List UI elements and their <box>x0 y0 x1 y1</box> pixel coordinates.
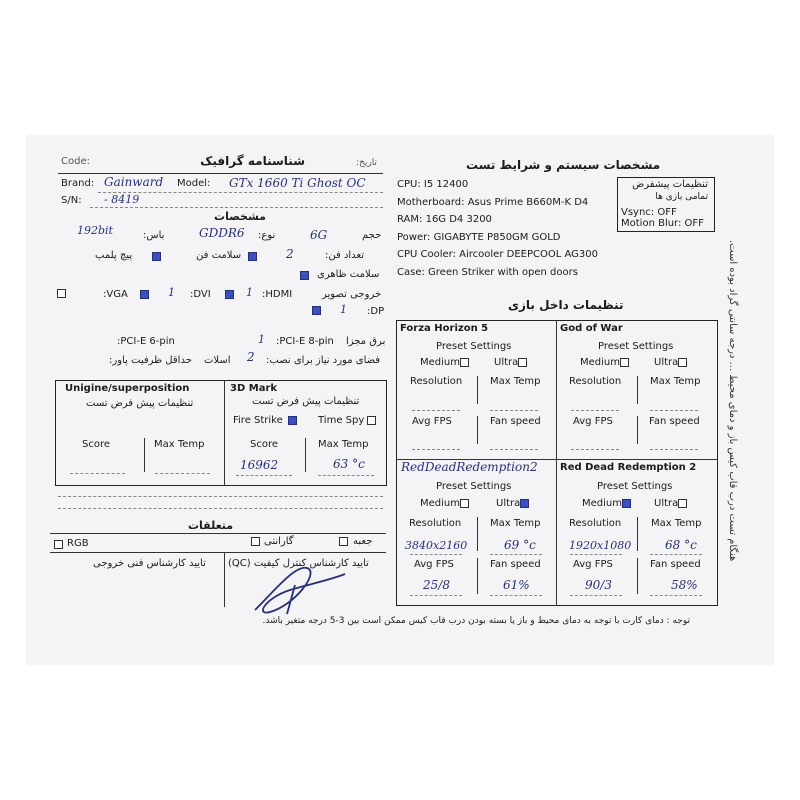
game-divider <box>477 376 478 404</box>
game-value-line <box>570 554 622 555</box>
preset-title: تنظیمات پیشفرض <box>632 179 708 190</box>
psu-spec-value: GIGABYTE P850GM GOLD <box>433 232 561 243</box>
unigine-title: Unigine/superposition <box>65 383 190 394</box>
game-value-line <box>650 410 698 411</box>
benchmark-divider <box>224 380 225 485</box>
preset-sub: تمامی بازی ها <box>655 192 708 202</box>
game-value-line <box>571 449 619 450</box>
game-medium-label: Medium <box>420 357 460 368</box>
motion-blur-setting: Motion Blur: OFF <box>621 218 704 229</box>
game-medium-label: Medium <box>420 498 460 509</box>
game-ultra-checkbox[interactable] <box>518 358 527 367</box>
sn-line <box>90 207 383 208</box>
unigine-maxtemp-label: Max Temp <box>154 439 205 450</box>
firestrike-label: Fire Strike <box>233 415 283 426</box>
cpu-spec: CPU: I5 12400 <box>397 179 469 190</box>
brand-line <box>98 192 383 193</box>
mark-preset: تنظیمات پیش فرض تست <box>252 396 360 407</box>
ram-label: RAM: <box>397 214 423 225</box>
game-maxtemp-label: Max Temp <box>490 518 541 529</box>
unigine-score-line <box>70 473 125 474</box>
game-value-line <box>490 554 542 555</box>
spacer-line-2 <box>58 508 383 509</box>
qc-signature <box>235 560 355 616</box>
game-value-line <box>410 554 462 555</box>
volume-value: 6G <box>310 228 328 242</box>
games-grid-vdivider <box>556 320 557 605</box>
game-value-line <box>490 410 538 411</box>
accessories-rule <box>50 533 386 534</box>
brand-value: Gainward <box>104 175 164 189</box>
screw-checkbox[interactable] <box>152 252 161 261</box>
mark-score-value: 16962 <box>240 458 279 472</box>
game-divider <box>637 558 638 594</box>
game-ultra-checkbox[interactable] <box>520 499 529 508</box>
brand-label: Brand: <box>61 178 95 189</box>
game-value-line <box>490 449 538 450</box>
rgb-label: RGB <box>67 538 89 549</box>
dvi-value: 1 <box>168 286 175 299</box>
game-avgfps-value: 25/8 <box>423 578 450 592</box>
mark-score-line <box>236 475 292 476</box>
game-maxtemp-label: Max Temp <box>650 376 701 387</box>
fan-health-label: سلامت فن <box>196 250 242 261</box>
dp-checkbox[interactable] <box>312 306 321 315</box>
cooler-value: Aircooler DEEPCOOL AG300 <box>459 249 598 260</box>
game-resolution-value: 1920x1080 <box>569 539 632 552</box>
slot-value: 2 <box>247 350 255 364</box>
unigine-score-divider <box>144 438 145 472</box>
mark-maxtemp-label: Max Temp <box>318 439 369 450</box>
game-maxtemp-label: Max Temp <box>651 518 702 529</box>
game-medium-label: Medium <box>582 498 622 509</box>
type-label: نوع: <box>258 230 276 241</box>
game-ultra-label: Ultra <box>654 357 679 368</box>
bus-label: باس: <box>143 230 165 241</box>
code-label: Code: <box>61 156 90 167</box>
game-medium-checkbox[interactable] <box>460 499 469 508</box>
case-value: Green Striker with open doors <box>428 267 578 278</box>
mark-score-label: Score <box>250 439 279 450</box>
sn-label: S/N: <box>61 195 82 206</box>
game-resolution-label: Resolution <box>410 376 463 387</box>
graphic-id-title: شناسنامه گرافیک <box>200 154 305 168</box>
game-medium-checkbox[interactable] <box>620 358 629 367</box>
game-fanspeed-label: Fan speed <box>490 559 541 570</box>
game-value-line <box>570 595 622 596</box>
game-avgfps-label: Avg FPS <box>573 416 613 427</box>
game-ultra-label: Ultra <box>654 498 679 509</box>
power-label: برق مجزا <box>346 336 386 347</box>
game-avgfps-value: 90/3 <box>585 578 612 592</box>
hdmi-checkbox[interactable] <box>225 290 234 299</box>
game-value-line <box>412 449 460 450</box>
game-preset-label: Preset Settings <box>598 341 674 352</box>
unigine-score-label: Score <box>82 439 111 450</box>
approval-rule <box>50 552 386 553</box>
game-value-line <box>650 554 702 555</box>
tech-approval-label: تایید کارشناس فنی خروجی <box>93 558 206 569</box>
game-preset-label: Preset Settings <box>436 341 512 352</box>
motherboard-value: Asus Prime B660M-K D4 <box>467 197 589 208</box>
hdmi-label: :HDMI <box>262 289 293 300</box>
unigine-preset: تنظیمات پیش فرض تست <box>86 398 194 409</box>
vga-checkbox[interactable] <box>57 289 66 298</box>
dvi-label: :DVI <box>190 289 211 300</box>
warranty-label: گارانتی <box>264 536 294 547</box>
game-value-line <box>490 595 542 596</box>
game-avgfps-label: Avg FPS <box>573 559 613 570</box>
mark-temp-line <box>318 475 374 476</box>
game-preset-label: Preset Settings <box>436 481 512 492</box>
appearance-label: سلامت ظاهری <box>317 269 380 280</box>
system-title: مشخصات سیستم و شرایط تست <box>466 158 661 172</box>
game-value-line <box>412 410 460 411</box>
dp-value: 1 <box>340 303 347 316</box>
game-ultra-label: Ultra <box>496 498 521 509</box>
game-divider <box>477 517 478 551</box>
game-divider <box>477 558 478 594</box>
fan-count-value: 2 <box>286 247 294 261</box>
game-title: Red Dead Redemption 2 <box>560 462 697 473</box>
spacer-line-1 <box>58 496 383 497</box>
game-fanspeed-value: 61% <box>503 578 530 592</box>
game-resolution-label: Resolution <box>569 518 622 529</box>
mark-title: 3D Mark <box>230 383 278 394</box>
game-preset-label: Preset Settings <box>597 481 673 492</box>
game-maxtemp-value: 68 °c <box>665 538 697 552</box>
accessories-title: متعلقات <box>188 519 234 532</box>
game-avgfps-label: Avg FPS <box>414 559 454 570</box>
game-title: RedDeadRedemption2 <box>401 460 538 474</box>
pcie8-label: :PCI-E 8-pin <box>276 336 334 347</box>
bus-value: 192bit <box>77 224 113 237</box>
vga-label: :VGA <box>103 289 128 300</box>
box-checkbox[interactable] <box>339 537 348 546</box>
game-divider <box>637 416 638 444</box>
case-label: Case: <box>397 267 425 278</box>
vsync-setting: Vsync: OFF <box>621 207 677 218</box>
game-fanspeed-label: Fan speed <box>649 416 700 427</box>
game-ultra-checkbox[interactable] <box>678 358 687 367</box>
ram-value: 16G D4 3200 <box>425 214 492 225</box>
side-note: هنگام تست درب قاب کیس باز و دمای محیط ... درجه سانتی گراد بوده است. <box>727 240 738 562</box>
game-maxtemp-value: 69 °c <box>504 538 536 552</box>
game-value-line <box>571 410 619 411</box>
game-medium-checkbox[interactable] <box>622 499 631 508</box>
timespy-checkbox[interactable] <box>367 416 376 425</box>
rgb-checkbox[interactable] <box>54 540 63 549</box>
game-title: Forza Horizon 5 <box>400 323 489 334</box>
game-medium-label: Medium <box>580 357 620 368</box>
games-title: تنظیمات داخل بازی <box>508 298 624 312</box>
approval-divider <box>224 552 225 607</box>
screw-label: پیچ پلمپ <box>95 250 133 261</box>
sn-value: - 8419 <box>104 193 140 206</box>
timespy-label: Time Spy <box>318 415 365 426</box>
game-value-line <box>650 595 702 596</box>
pcie6-label: :PCI-E 6-pin <box>117 336 175 347</box>
motherboard-label: Motherboard: <box>397 197 465 208</box>
type-value: GDDR6 <box>199 226 245 240</box>
unigine-temp-line <box>155 473 210 474</box>
volume-label: حجم <box>362 230 382 241</box>
game-value-line <box>410 595 462 596</box>
pcie8-value: 1 <box>258 333 265 346</box>
psu-label: حداقل ظرفیت پاور: <box>109 355 192 366</box>
game-fanspeed-label: Fan speed <box>650 559 701 570</box>
game-resolution-value: 3840x2160 <box>405 539 468 552</box>
game-divider <box>637 517 638 551</box>
header-rule <box>58 173 383 174</box>
game-maxtemp-label: Max Temp <box>490 376 541 387</box>
model-value: GTx 1660 Ti Ghost OC <box>229 176 366 190</box>
mark-score-divider <box>305 438 306 472</box>
warranty-checkbox[interactable] <box>251 537 260 546</box>
psu-spec-label: Power: <box>397 232 431 243</box>
game-resolution-label: Resolution <box>409 518 462 529</box>
game-ultra-label: Ultra <box>494 357 519 368</box>
game-divider <box>477 416 478 444</box>
game-value-line <box>650 449 698 450</box>
outputs-title: خروجی تصویر <box>322 289 382 300</box>
cooler-label: CPU Cooler: <box>397 249 456 260</box>
date-label: تاریخ: <box>356 158 377 168</box>
game-medium-checkbox[interactable] <box>460 358 469 367</box>
game-ultra-checkbox[interactable] <box>678 499 687 508</box>
slot-label: فضای مورد نیاز برای نصب: <box>266 355 381 366</box>
specs-title: مشخصات <box>214 210 266 223</box>
game-resolution-label: Resolution <box>569 376 622 387</box>
dvi-checkbox[interactable] <box>140 290 149 299</box>
dp-label: :DP <box>367 306 385 317</box>
mark-maxtemp-value: 63 °c <box>333 457 365 471</box>
fan-count-label: تعداد فن: <box>325 250 365 261</box>
qc-approval-label: تایید کارشناس کنترل کیفیت (QC) <box>228 558 369 569</box>
fan-health-checkbox[interactable] <box>248 252 257 261</box>
hdmi-value: 1 <box>246 286 253 299</box>
slot-unit: اسلات <box>204 355 231 366</box>
game-fanspeed-value: 58% <box>671 578 698 592</box>
firestrike-checkbox[interactable] <box>288 416 297 425</box>
box-label: جعبه <box>353 536 373 547</box>
game-fanspeed-label: Fan speed <box>490 416 541 427</box>
game-title: God of War <box>560 323 623 334</box>
footnote: توجه : دمای کارت با توجه به دمای محیط و باز یا بسته بودن درب قاب کیس ممکن است بین 3-5 درجه متغیر باشد. <box>262 616 690 626</box>
appearance-checkbox[interactable] <box>300 271 309 280</box>
model-label: Model: <box>177 178 211 189</box>
game-divider <box>637 376 638 404</box>
game-avgfps-label: Avg FPS <box>412 416 452 427</box>
